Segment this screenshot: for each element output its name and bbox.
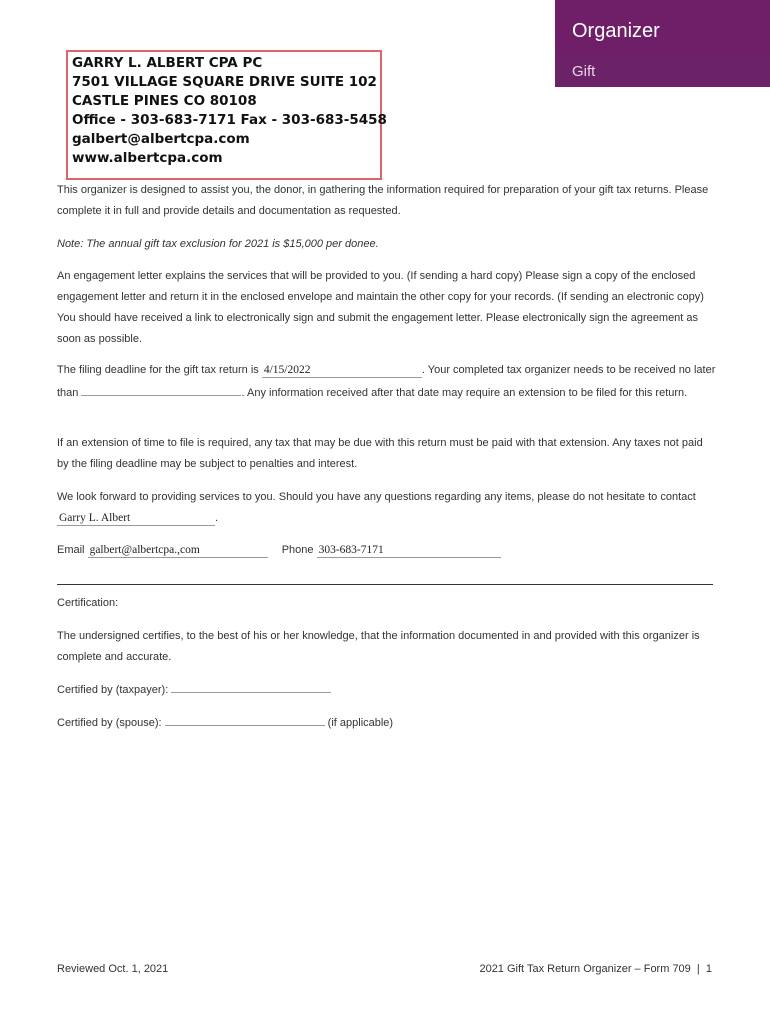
organizer-subtitle: Gift <box>572 63 596 80</box>
phone-label: Phone <box>281 544 314 556</box>
firm-address-line2: CASTLE PINES CO 80108 <box>72 93 257 109</box>
deadline-mid: . Your completed tax organizer needs to be received <box>421 364 676 376</box>
firm-info-box <box>66 50 387 180</box>
certified-spouse-field[interactable] <box>165 711 325 726</box>
firm-email: galbert@albertcpa.com <box>72 131 250 147</box>
contact-intro: We look forward to providing services to you. Should you have any questions regarding any items, please do not hesitate to <box>57 491 658 503</box>
contact-name-field[interactable]: Garry L. Albert <box>57 511 215 526</box>
phone-field[interactable]: 303-683-7171 <box>317 543 501 558</box>
certified-taxpayer-row <box>57 678 717 701</box>
exclusion-note: Note: The annual gift tax exclusion for 2021 is $15,000 per donee. <box>57 238 379 250</box>
contact-paragraph: We look forward to providing services to you. Should you have any questions regarding any items, please do not hesitate to contact Garry L. Albert . <box>57 491 696 524</box>
no-later-than-field[interactable] <box>81 381 241 396</box>
firm-phones: Office - 303-683-7171 Fax - 303-683-5458 <box>72 112 387 128</box>
intro-paragraph: This organizer is designed to assist you, the donor, in gathering the information required for preparation of your gift tax returns. Please complete it in full and provide details and documentation as requested. <box>57 184 709 217</box>
email-label: Email <box>57 544 85 556</box>
no-later-than-label: no later than <box>57 364 716 399</box>
footer-page-info: 2021 Gift Tax Return Organizer – Form 709 | 1 <box>479 963 712 975</box>
extension-paragraph: If an extension of time to file is required, any tax that may be due with this return must be paid with that extension. Any taxes not paid by the filing deadline may be subject to penalties and interest. <box>57 437 703 470</box>
firm-name: GARRY L. ALBERT CPA PC <box>72 55 263 71</box>
certified-spouse-row <box>57 711 717 734</box>
section-divider <box>57 584 713 585</box>
deadline-paragraph <box>57 360 717 404</box>
footer-reviewed-date: Reviewed Oct. 1, 2021 <box>57 963 169 975</box>
firm-website: www.albertcpa.com <box>72 150 223 166</box>
certified-spouse-label: Certified by (spouse): <box>57 717 162 729</box>
deadline-date-field[interactable]: 4/15/2022 <box>262 363 422 378</box>
email-field[interactable]: galbert@albertcpa.,com <box>88 543 268 558</box>
firm-address-line1: 7501 VILLAGE SQUARE DRIVE SUITE 102 <box>72 74 377 90</box>
engagement-letter-paragraph: An engagement letter explains the services that will be provided to you. (If sending a hard copy) Please sign a copy of the enclosed engagement letter and return it in the enclosed envelope and maintain the other copy for your records. (If sending an electronic copy) You should have received a link to electronically sign and submit the engagement letter. Please electronically sign the agreement as soon as possible. <box>57 270 704 345</box>
deadline-suffix: . Any information received after that date may require an extension to be filed for this return. <box>241 387 688 399</box>
if-applicable-note: (if applicable) <box>327 717 394 729</box>
organizer-title: Organizer <box>555 0 770 55</box>
certification-heading: Certification: <box>57 597 119 609</box>
certification-text: The undersigned certifies, to the best of his or her knowledge, that the information documented in and provided with this organizer is complete and accurate. <box>57 630 700 663</box>
certified-taxpayer-field[interactable] <box>171 678 331 693</box>
contact-details-row <box>57 540 717 561</box>
certified-taxpayer-label: Certified by (taxpayer): <box>57 684 169 696</box>
contact-label: contact <box>660 491 696 503</box>
organizer-header-band <box>555 0 770 87</box>
deadline-prefix: The filing deadline for the gift tax return is <box>57 364 259 376</box>
